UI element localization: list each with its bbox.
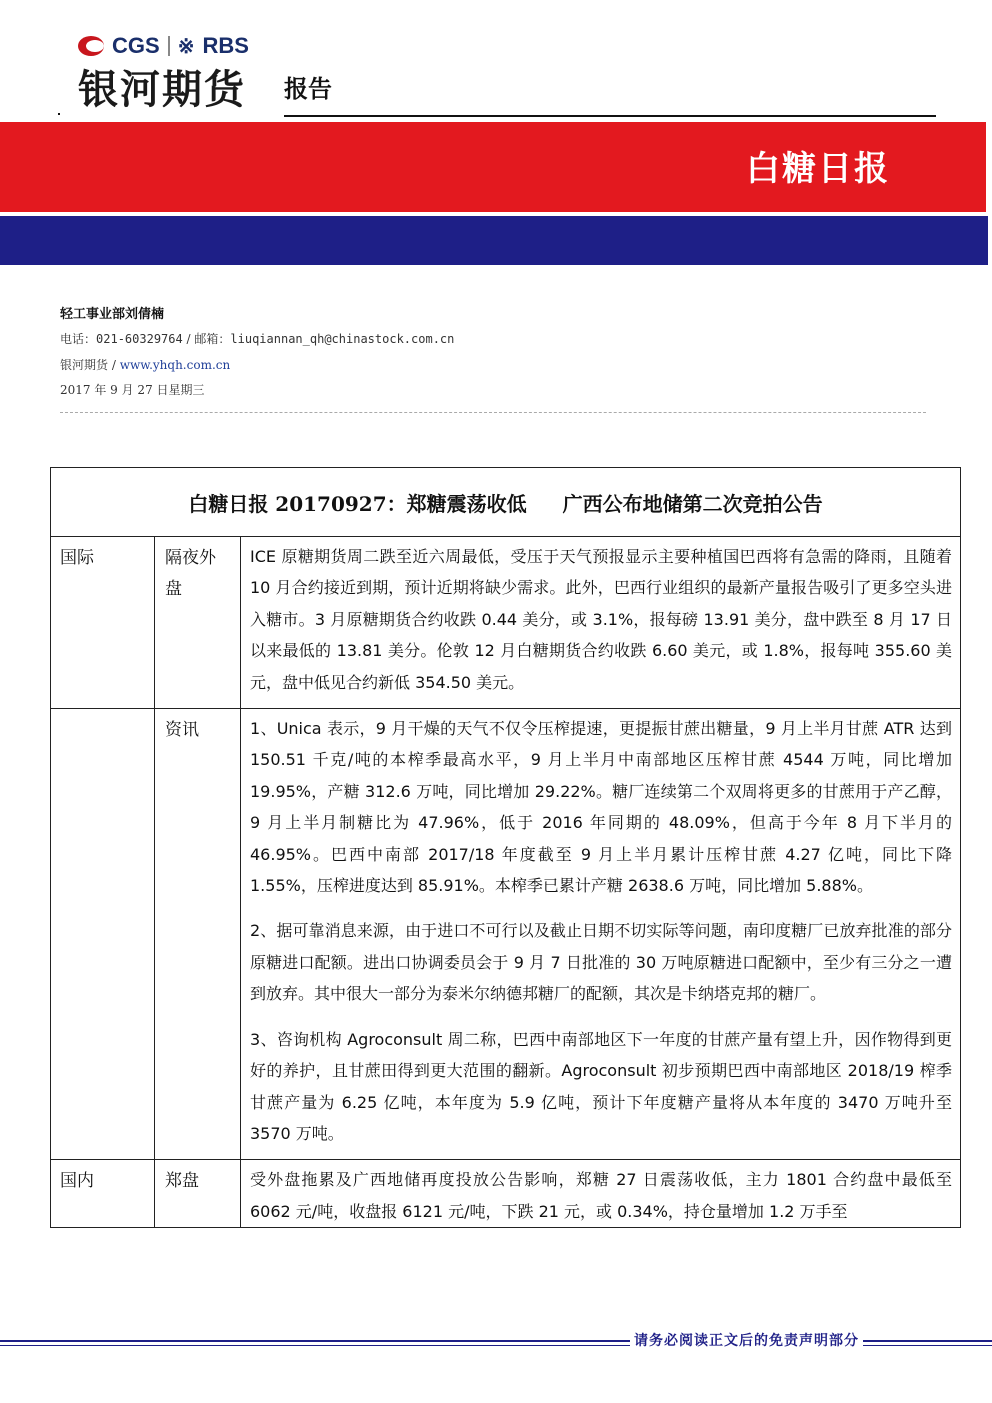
row-content — [241, 1160, 961, 1228]
content-paragraph: 受外盘拖累及广西地储再度投放公告影响，郑糖 27 日震荡收低，主力 1801 合约盘中最低至 6062 元/吨，收盘报 6121 元/吨，下跌 21 元，或 0.34%，持仓量增加 1.2 万手至 — [250, 1170, 952, 1221]
report-title-secondary: 广西公布地储第二次竞拍公告 — [562, 491, 823, 516]
table-row — [51, 1160, 961, 1228]
cgs-rbs-logo — [78, 30, 249, 62]
row-category: 国际 — [51, 537, 155, 709]
banner-blue-strip — [0, 216, 988, 265]
logo-divider — [168, 36, 170, 56]
report-title — [51, 468, 961, 537]
table-row — [51, 537, 961, 709]
row-subcategory: 隔夜外盘 — [155, 537, 241, 709]
phone-label: 电话： — [60, 332, 97, 346]
website-link[interactable]: www.yhqh.com.cn — [119, 358, 231, 372]
phone-number: 021-60329764 — [96, 332, 183, 346]
row-category: 国内 — [51, 1160, 155, 1228]
content-paragraph: ICE 原糖期货周二跌至近六周最低，受压于天气预报显示主要种植国巴西将有急需的降雨，且随着 10 月合约接近到期，预计近期将缺少需求。此外，巴西行业组织的最新产量报告吸引了更多空头进入糖市。3 月原糖期货合约收跌 0.44 美分，或 3.1%，报每磅 13.91 美分，盘中跌至 8 月 17 日以来最低的 13.81 美分。伦敦 12 月白糖期货合约收跌 6.60 美元，或 1.8%，报每吨 355.60 美元，盘中低见合约新低 354.50 美元。 — [250, 547, 952, 692]
rbs-logo-text: RBS — [202, 33, 249, 58]
table-title-row — [51, 468, 961, 537]
row-subcategory: 郑盘 — [155, 1160, 241, 1228]
website-line — [60, 356, 230, 373]
dashed-divider — [60, 412, 926, 413]
cgs-logo-text: CGS — [112, 33, 160, 58]
header-dot — [58, 113, 60, 115]
website-label: 银河期货 / — [60, 358, 120, 372]
report-date: 2017 年 9 月 27 日星期三 — [60, 383, 205, 397]
header-rule — [284, 115, 936, 117]
row-subcategory: 资讯 — [155, 709, 241, 1160]
table-row — [51, 709, 961, 1160]
email-label: / 邮箱： — [182, 332, 231, 346]
content-paragraph: 2、据可靠消息来源，由于进口不可行以及截止日期不切实际等问题，南印度糖厂已放弃批准的部分原糖进口配额。进出口协调委员会于 9 月 7 日批准的 30 万吨原糖进口配额中，至少有三分之一遭到放弃。其中很大一部分为泰米尔纳德邦糖厂的配额，其次是卡纳塔克邦的糖厂。 — [250, 921, 952, 1004]
report-table — [50, 467, 961, 1228]
content-paragraph: 1、Unica 表示，9 月干燥的天气不仅令压榨提速，更提振甘蔗出糖量，9 月上半月甘蔗 ATR 达到 150.51 千克/吨的本榨季最高水平，9 月上半月中南部地区压榨甘蔗 4544 万吨，同比增加 19.95%，产糖 312.6 万吨，同比增加 29.22%。糖厂连续第二个双周将更多的甘蔗用于产乙醇，9 月上半月制糖比为 47.96%，低于 2016 年同期的 48.09%，但高于今年 8 月下半月的 46.95%。巴西中南部 2017/18 年度截至 9 月上半月累计压榨甘蔗 4.27 亿吨，同比下降 1.55%，压榨进度达到 85.91%。本榨季已累计产糖 2638.6 万吨，同比增加 5.88%。 — [250, 719, 952, 896]
report-tag: 报告 — [284, 75, 332, 103]
row-category — [51, 709, 155, 1160]
contact-line — [60, 330, 454, 347]
footer-disclaimer: 请务必阅读正文后的免责声明部分 — [630, 1330, 863, 1350]
report-title-main: 白糖日报 20170927：郑糖震荡收低 — [188, 491, 527, 516]
row-content — [241, 709, 961, 1160]
author-name: 轻工事业部刘倩楠 — [60, 307, 165, 322]
email-address[interactable]: liuqiannan_qh@chinastock.com.cn — [230, 332, 455, 346]
banner-title: 白糖日报 — [746, 149, 890, 189]
brand-name: 银河期货 — [78, 67, 246, 113]
content-paragraph: 3、咨询机构 Agroconsult 周二称，巴西中南部地区下一年度的甘蔗产量有望上升，因作物得到更好的养护，且甘蔗田得到更大范围的翻新。Agroconsult 初步预期巴西中南部地区 2018/19 榨季甘蔗产量为 6.25 亿吨，本年度为 5.9 亿吨，预计下年度糖产量将从本年度的 3470 万吨升至 3570 万吨。 — [250, 1029, 952, 1143]
rbs-logo-icon: ※ — [177, 35, 195, 58]
cgs-logo-icon — [78, 36, 104, 56]
row-content — [241, 537, 961, 709]
